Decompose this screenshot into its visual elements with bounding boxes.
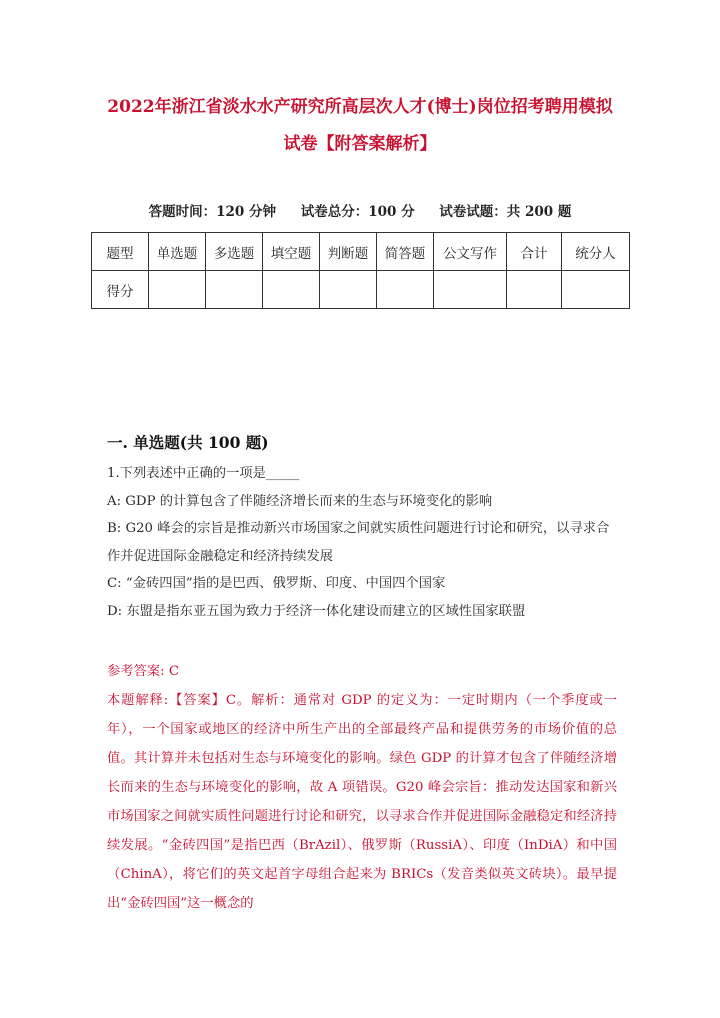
question-option-d: D: 东盟是指东亚五国为致力于经济一体化建设而建立的区域性国家联盟 <box>107 603 526 619</box>
score-cell <box>206 271 263 309</box>
score-cell <box>507 271 562 309</box>
score-table-header: 题型 <box>92 233 149 271</box>
score-cell <box>377 271 434 309</box>
exam-time: 答题时间：120 分钟 <box>148 204 276 220</box>
score-cell <box>320 271 377 309</box>
question-option-c: C: “金砖四国”指的是巴西、俄罗斯、印度、中国四个国家 <box>107 576 446 591</box>
score-table <box>91 232 630 309</box>
score-cell <box>149 271 206 309</box>
score-cell <box>434 271 507 309</box>
exam-question-count: 试卷试题：共 200 题 <box>439 204 572 220</box>
exam-meta <box>0 200 720 220</box>
score-table-header: 判断题 <box>320 233 377 271</box>
score-table-header: 公文写作 <box>434 233 507 271</box>
answer-explanation: 本题解释:【答案】C。解析：通常对 GDP 的定义为：一定时期内（一个季度或一年），一个国家或地区的经济中所生产出的全部最终产品和提供劳务的市场价值的总值。其计算并未包括对生态与环境变化的影响。绿色 GDP 的计算才包含了伴随经济增长而来的生态与环境变化的影响，故 A 项错误。G20 峰会宗旨：推动发达国家和新兴市场国家之间就实质性问题进行讨论和研究，以寻求合作并促进国际金融稳定和经济持续发展。“金砖四国”是指巴西（BrAzil）、俄罗斯（RussiA）、印度（InDiA）和中国（ChinA），将它们的英文起首字母组合起来为 BRICs（发音类似英文砖块）。最早提出“金砖四国”这一概念的 <box>107 693 617 911</box>
score-table-header: 填空题 <box>263 233 320 271</box>
question-1 <box>107 460 617 625</box>
question-option-b: B: G20 峰会的宗旨是推动新兴市场国家之间就实质性问题进行讨论和研究，以寻求合作并促进国际金融稳定和经济持续发展 <box>107 521 610 564</box>
score-table-score-row <box>92 271 630 309</box>
score-table-header: 简答题 <box>377 233 434 271</box>
score-table-header: 单选题 <box>149 233 206 271</box>
answer-label: 参考答案: C <box>107 664 180 679</box>
score-table-header-row <box>92 233 630 271</box>
section-heading: 一. 单选题(共 100 题) <box>107 433 269 452</box>
score-table-header: 合计 <box>507 233 562 271</box>
score-table-header: 统分人 <box>562 233 630 271</box>
document-title-line-1: 2022年浙江省淡水水产研究所高层次人才(博士)岗位招考聘用模拟 <box>107 97 613 117</box>
question-stem: 1.下列表述中正确的一项是_____ <box>107 466 300 481</box>
question-option-a: A: GDP 的计算包含了伴随经济增长而来的生态与环境变化的影响 <box>107 493 493 509</box>
exam-total-score: 试卷总分：100 分 <box>300 204 415 220</box>
score-row-label: 得分 <box>92 271 149 309</box>
score-cell <box>562 271 630 309</box>
score-table-header: 多选题 <box>206 233 263 271</box>
document-title-line-2: 试卷【附答案解析】 <box>283 134 437 154</box>
score-cell <box>263 271 320 309</box>
